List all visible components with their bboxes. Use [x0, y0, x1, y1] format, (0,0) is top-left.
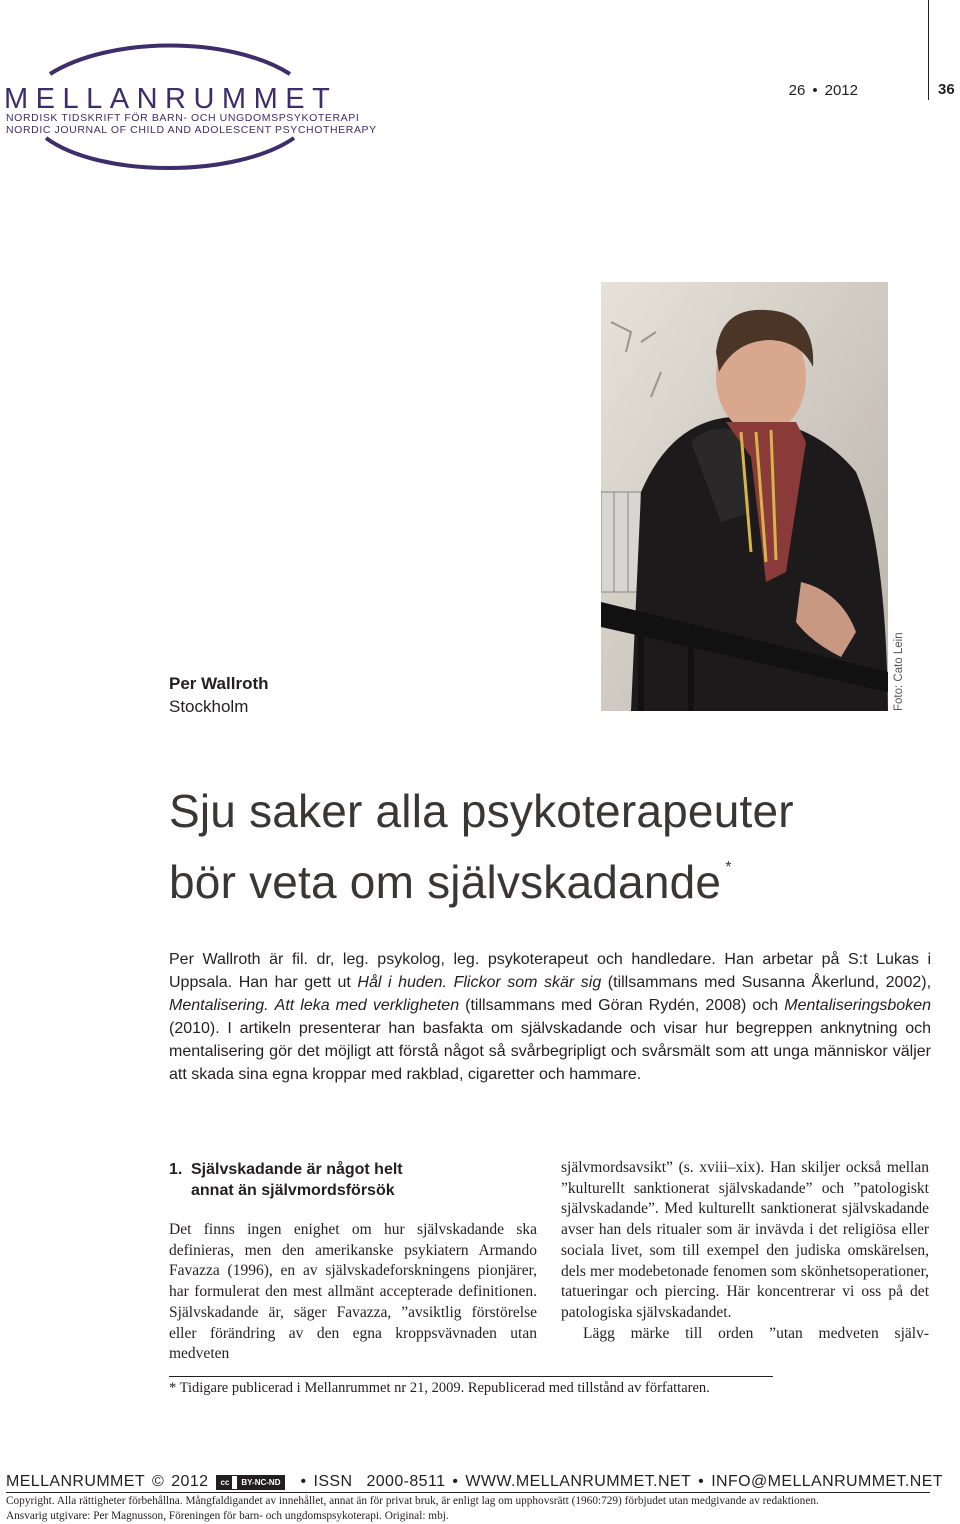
author-city: Stockholm — [169, 697, 249, 716]
logo-title: MELLANRUMMET — [4, 83, 338, 115]
footnote: * Tidigare publicerad i Mellanrummet nr 21, 2009. Republicerad med tillstånd av författaren. — [169, 1380, 710, 1396]
section-number: 1. — [169, 1161, 183, 1178]
copyright-icon: © — [152, 1473, 165, 1490]
page-number: 36 — [938, 81, 955, 98]
body-column-left — [169, 1159, 537, 1365]
section-heading-line1: Självskadande är något helt — [191, 1161, 403, 1178]
section-heading — [169, 1159, 537, 1201]
book-title: Att leka med verkligheten — [274, 997, 460, 1014]
bullet-icon: • — [300, 1473, 307, 1490]
portrait-image — [601, 282, 888, 711]
copyright-line2: Ansvarig utgivare: Per Magnusson, Föreningen för barn- och ungdomspsykoterapi. Original: mbj. — [6, 1510, 449, 1522]
website-link[interactable]: WWW.MELLANRUMMET.NET — [465, 1473, 692, 1490]
cc-logo: cc — [217, 1476, 232, 1489]
section-heading-text — [191, 1159, 403, 1201]
issn-number: 2000-8511 — [366, 1473, 446, 1490]
email-link[interactable]: INFO@MELLANRUMMET.NET — [711, 1473, 943, 1490]
body-column-right — [561, 1158, 929, 1344]
bullet-icon: • — [452, 1473, 459, 1490]
logo-subtitle-swedish: NORDISK TIDSKRIFT FÖR BARN- OCH UNGDOMSPSYKOTERAPI — [6, 112, 360, 124]
issue-year: 2012 — [824, 82, 858, 99]
body-paragraph: självmordsavsikt” (s. xviii–xix). Han skiljer också mellan ”kulturellt sanktionerat självskadande” och ”patologiskt självskadande”. Med kulturellt sanktionerat självskadande avser han dels ritualer som är invävda i det religiösa eller sociala livet, som till exempel den judiska omskärelsen, dels mer modebetonade fenomen som skönhetsoperationer, tatueringar och piercing. Här koncentrerar vi oss på det patologiska självskadandet. — [561, 1159, 929, 1321]
bullet-icon: • — [698, 1473, 705, 1490]
footnote-divider — [169, 1376, 773, 1377]
section-heading-line2: annat än självmordsförsök — [191, 1182, 395, 1199]
footer-divider — [6, 1492, 930, 1493]
issue-volume: 26 — [788, 82, 806, 99]
copyright-line1: Copyright. Alla rättigheter förbehållna. Mångfaldigandet av innehållet, annat än för privat bruk, är enligt lag om upphovsrätt (1960:729) förbjudet utan medgivande av redaktionen. — [6, 1495, 819, 1507]
article-title-line1: Sju saker alla psykoterapeuter — [169, 785, 794, 837]
body-paragraph: Lägg märke till orden ”utan medveten själv- — [583, 1324, 929, 1342]
book-title: Hål i huden. — [357, 974, 448, 991]
body-paragraph: Det finns ingen enighet om hur självskadande ska definieras, men den amerikanske psykiatern Armando Favazza (1996), en av självskadeforskningens pionjärer, har formulerat den mest allmänt accepterade definitionen. Självskadande är, säger Favazza, ”avsiktlig förstörelse eller förändring av den egna kroppsvävnaden utan medveten — [169, 1221, 537, 1363]
photo-credit: Foto: Cato Lein — [893, 632, 905, 711]
footer-bar — [6, 1473, 943, 1491]
journal-logo — [0, 36, 377, 176]
abstract-paragraph — [169, 948, 931, 1086]
issue-info — [789, 82, 858, 99]
abstract-text: (tillsammans med Susanna Åkerlund, 2002), — [601, 974, 932, 991]
cc-license-label: BY-NC-ND — [237, 1476, 284, 1489]
author-photo — [601, 282, 888, 711]
footnote-mark: * — [725, 859, 732, 876]
footer-year: 2012 — [171, 1473, 209, 1490]
abstract-text: (2010). I artikeln presenterar han basfakta om självskadande och visar hur begreppen anknytning och mentalisering gör det möjligt att förstå något så svårbegripligt och svårsmält som att unga människor väljer att skada sina egna kroppar med rakblad, cigaretter och hammare. — [169, 1020, 931, 1083]
book-title: Mentaliseringsboken — [784, 997, 931, 1014]
author-name: Per Wallroth — [169, 674, 269, 693]
logo-subtitle-english: NORDIC JOURNAL OF CHILD AND ADOLESCENT PSYCHOTHERAPY — [6, 124, 377, 136]
issn-label: ISSN — [313, 1473, 353, 1490]
article-title-line2 — [169, 855, 732, 909]
abstract-text: Per Wallroth är fil. dr, leg. psykolog, leg. psykoterapeut och handledare. Han arbetar på S:t Lukas i Uppsala. Han har gett ut — [169, 951, 931, 991]
header-divider — [928, 0, 929, 100]
cc-license-icon — [216, 1475, 285, 1490]
abstract-text: (tillsammans med Göran Rydén, 2008) och — [459, 997, 785, 1014]
copyright-notice — [6, 1494, 936, 1524]
book-title: Flickor som skär sig — [453, 974, 602, 991]
bullet-icon: • — [812, 82, 818, 99]
cc-badge-gap — [232, 1476, 236, 1489]
article-title-text: bör veta om självskadande — [169, 856, 722, 908]
article-abstract — [169, 948, 931, 1086]
book-title: Mentalisering. — [169, 997, 269, 1014]
footer-brand: MELLANRUMMET — [6, 1473, 146, 1490]
